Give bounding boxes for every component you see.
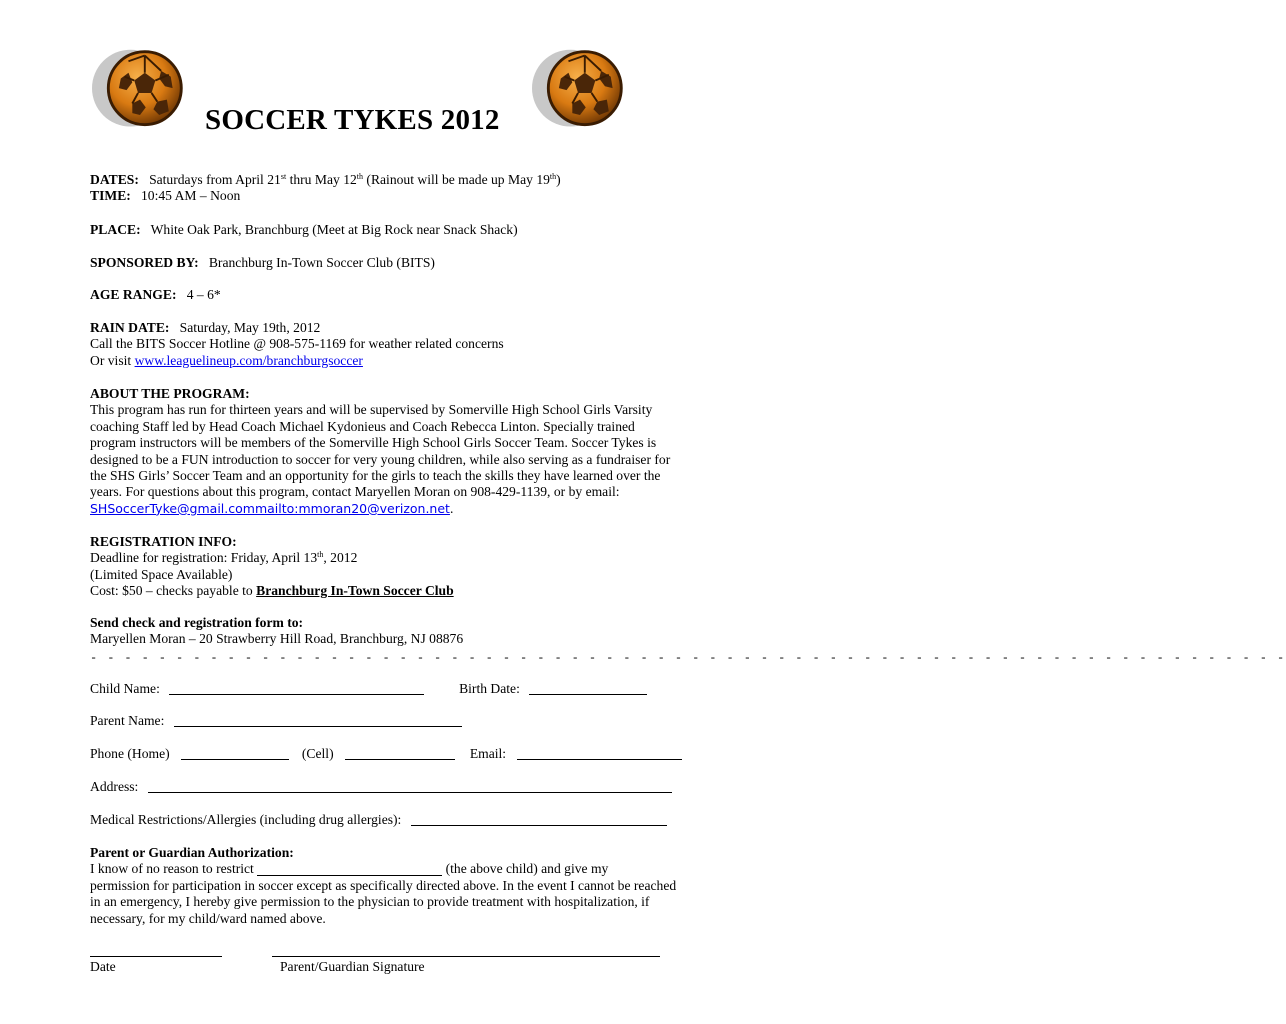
place-label: PLACE:	[90, 222, 141, 237]
rain-section	[90, 320, 680, 369]
birth-date-label: Birth Date:	[459, 681, 520, 696]
registration-heading: REGISTRATION INFO:	[90, 534, 237, 549]
send-heading: Send check and registration form to:	[90, 615, 304, 630]
registration-section	[90, 534, 680, 600]
authorization-heading: Parent or Guardian Authorization:	[90, 845, 294, 860]
medical-field[interactable]	[411, 812, 667, 826]
dates-text-c: (Rainout will be made up May 19	[363, 172, 550, 187]
about-section	[90, 386, 680, 517]
medical-row	[90, 812, 667, 828]
dates-section	[90, 172, 680, 205]
place-section	[90, 222, 680, 238]
dates-label: DATES:	[90, 172, 139, 187]
email-link[interactable]: SHSoccerTyke@gmail.commailto:mmoran20@verizon.net	[90, 500, 450, 516]
phone-home-label: Phone (Home)	[90, 746, 170, 761]
cost-payee: Branchburg In-Town Soccer Club	[256, 583, 454, 599]
rain-hotline: Call the BITS Soccer Hotline @ 908-575-1169 for weather related concerns	[90, 336, 504, 352]
age-section	[90, 287, 680, 303]
league-website-link[interactable]: www.leaguelineup.com/branchburgsoccer	[134, 352, 363, 368]
medical-label: Medical Restrictions/Allergies (including drug allergies):	[90, 812, 402, 827]
soccer-ball-icon	[532, 44, 628, 140]
restricted-child-field[interactable]	[257, 862, 442, 876]
place-value: White Oak Park, Branchburg (Meet at Big Rock near Snack Shack)	[150, 222, 518, 237]
authorization-line1-suffix: (the above child) and give my	[442, 861, 609, 877]
rain-value: Saturday, May 19th, 2012	[179, 320, 321, 335]
dates-sup-b: th	[356, 172, 364, 181]
limited-space: (Limited Space Available)	[90, 566, 233, 582]
child-name-label: Child Name:	[90, 681, 160, 696]
parent-name-label: Parent Name:	[90, 713, 165, 728]
about-body: This program has run for thirteen years and will be supervised by Somerville High School Girls Varsity coaching Staff led by Head Coach Michael Kydonieus and Coach Rebecca Linton. Specially trained program instructors will be members of the Somerville High School Girls Soccer Team. Soccer Tykes is designed to be a FUN introduction to soccer for very young children, while also serving as a fundraiser for the SHS Girls’ Soccer Team and an opportunity for the girls to teach the skills they have learned over the years. For questions about this program, contact Maryellen Moran on 908-429-1139, or by email:	[90, 402, 671, 500]
about-heading: ABOUT THE PROGRAM:	[90, 386, 250, 401]
cell-field[interactable]	[345, 746, 455, 760]
deadline-text: Deadline for registration: Friday, April 13	[90, 550, 318, 566]
address-label: Address:	[90, 779, 139, 794]
age-value: 4 – 6*	[186, 287, 221, 302]
sponsored-label: SPONSORED BY:	[90, 255, 199, 270]
date-signature-line[interactable]	[90, 956, 222, 957]
phone-home-field[interactable]	[181, 746, 289, 760]
birth-date-field[interactable]	[529, 681, 647, 695]
address-field[interactable]	[148, 779, 672, 793]
phone-row	[90, 746, 682, 762]
send-address: Maryellen Moran – 20 Strawberry Hill Road, Branchburg, NJ 08876	[90, 631, 464, 647]
deadline-sup: th	[317, 550, 324, 560]
rain-visit-prefix: Or visit	[90, 352, 135, 368]
time-value: 10:45 AM – Noon	[140, 188, 241, 204]
cut-line: - - - - - - - - - - - - - - - - - - - - - - - - - - - - - - - - - - - - - - - - - - - - - - - - - - - - - - - - - - - - - - - - - - - - - -	[90, 651, 1286, 665]
sponsored-value: Branchburg In-Town Soccer Club (BITS)	[208, 255, 435, 270]
authorization-line1-prefix: I know of no reason to restrict	[90, 861, 258, 877]
parent-name-row	[90, 713, 462, 729]
guardian-signature-line[interactable]	[272, 956, 660, 957]
dates-text-b: thru May 12	[286, 172, 357, 187]
parent-name-field[interactable]	[174, 713, 462, 727]
dates-sup-c: th	[549, 172, 557, 181]
date-label: Date	[90, 959, 116, 974]
authorization-section	[90, 845, 680, 927]
send-section	[90, 615, 680, 648]
signature-label: Parent/Guardian Signature	[280, 959, 425, 974]
sponsored-section	[90, 255, 680, 271]
child-name-field[interactable]	[169, 681, 424, 695]
time-label: TIME:	[90, 188, 131, 204]
address-row	[90, 779, 672, 795]
authorization-body: permission for participation in soccer except as specifically directed above. In the event I cannot be reached in an emergency, I hereby give permission to the physician to provide treatment with hospitalization, if necessary, for my child/ward named above.	[90, 877, 677, 926]
dates-text-d: )	[556, 172, 561, 187]
rain-label: RAIN DATE:	[90, 320, 170, 335]
child-name-row	[90, 681, 647, 697]
email-field[interactable]	[517, 746, 682, 760]
age-label: AGE RANGE:	[90, 287, 177, 302]
email-suffix: .	[449, 500, 454, 516]
page-title: SOCCER TYKES 2012	[205, 104, 500, 136]
dates-sup-a: st	[280, 172, 287, 181]
dates-text-a: Saturdays from April 21	[149, 172, 281, 187]
deadline-year: , 2012	[323, 550, 358, 566]
cell-label: (Cell)	[301, 746, 334, 761]
cost-text: Cost: $50 – checks payable to	[90, 583, 257, 599]
soccer-ball-icon	[92, 44, 188, 140]
email-label: Email:	[469, 746, 507, 761]
